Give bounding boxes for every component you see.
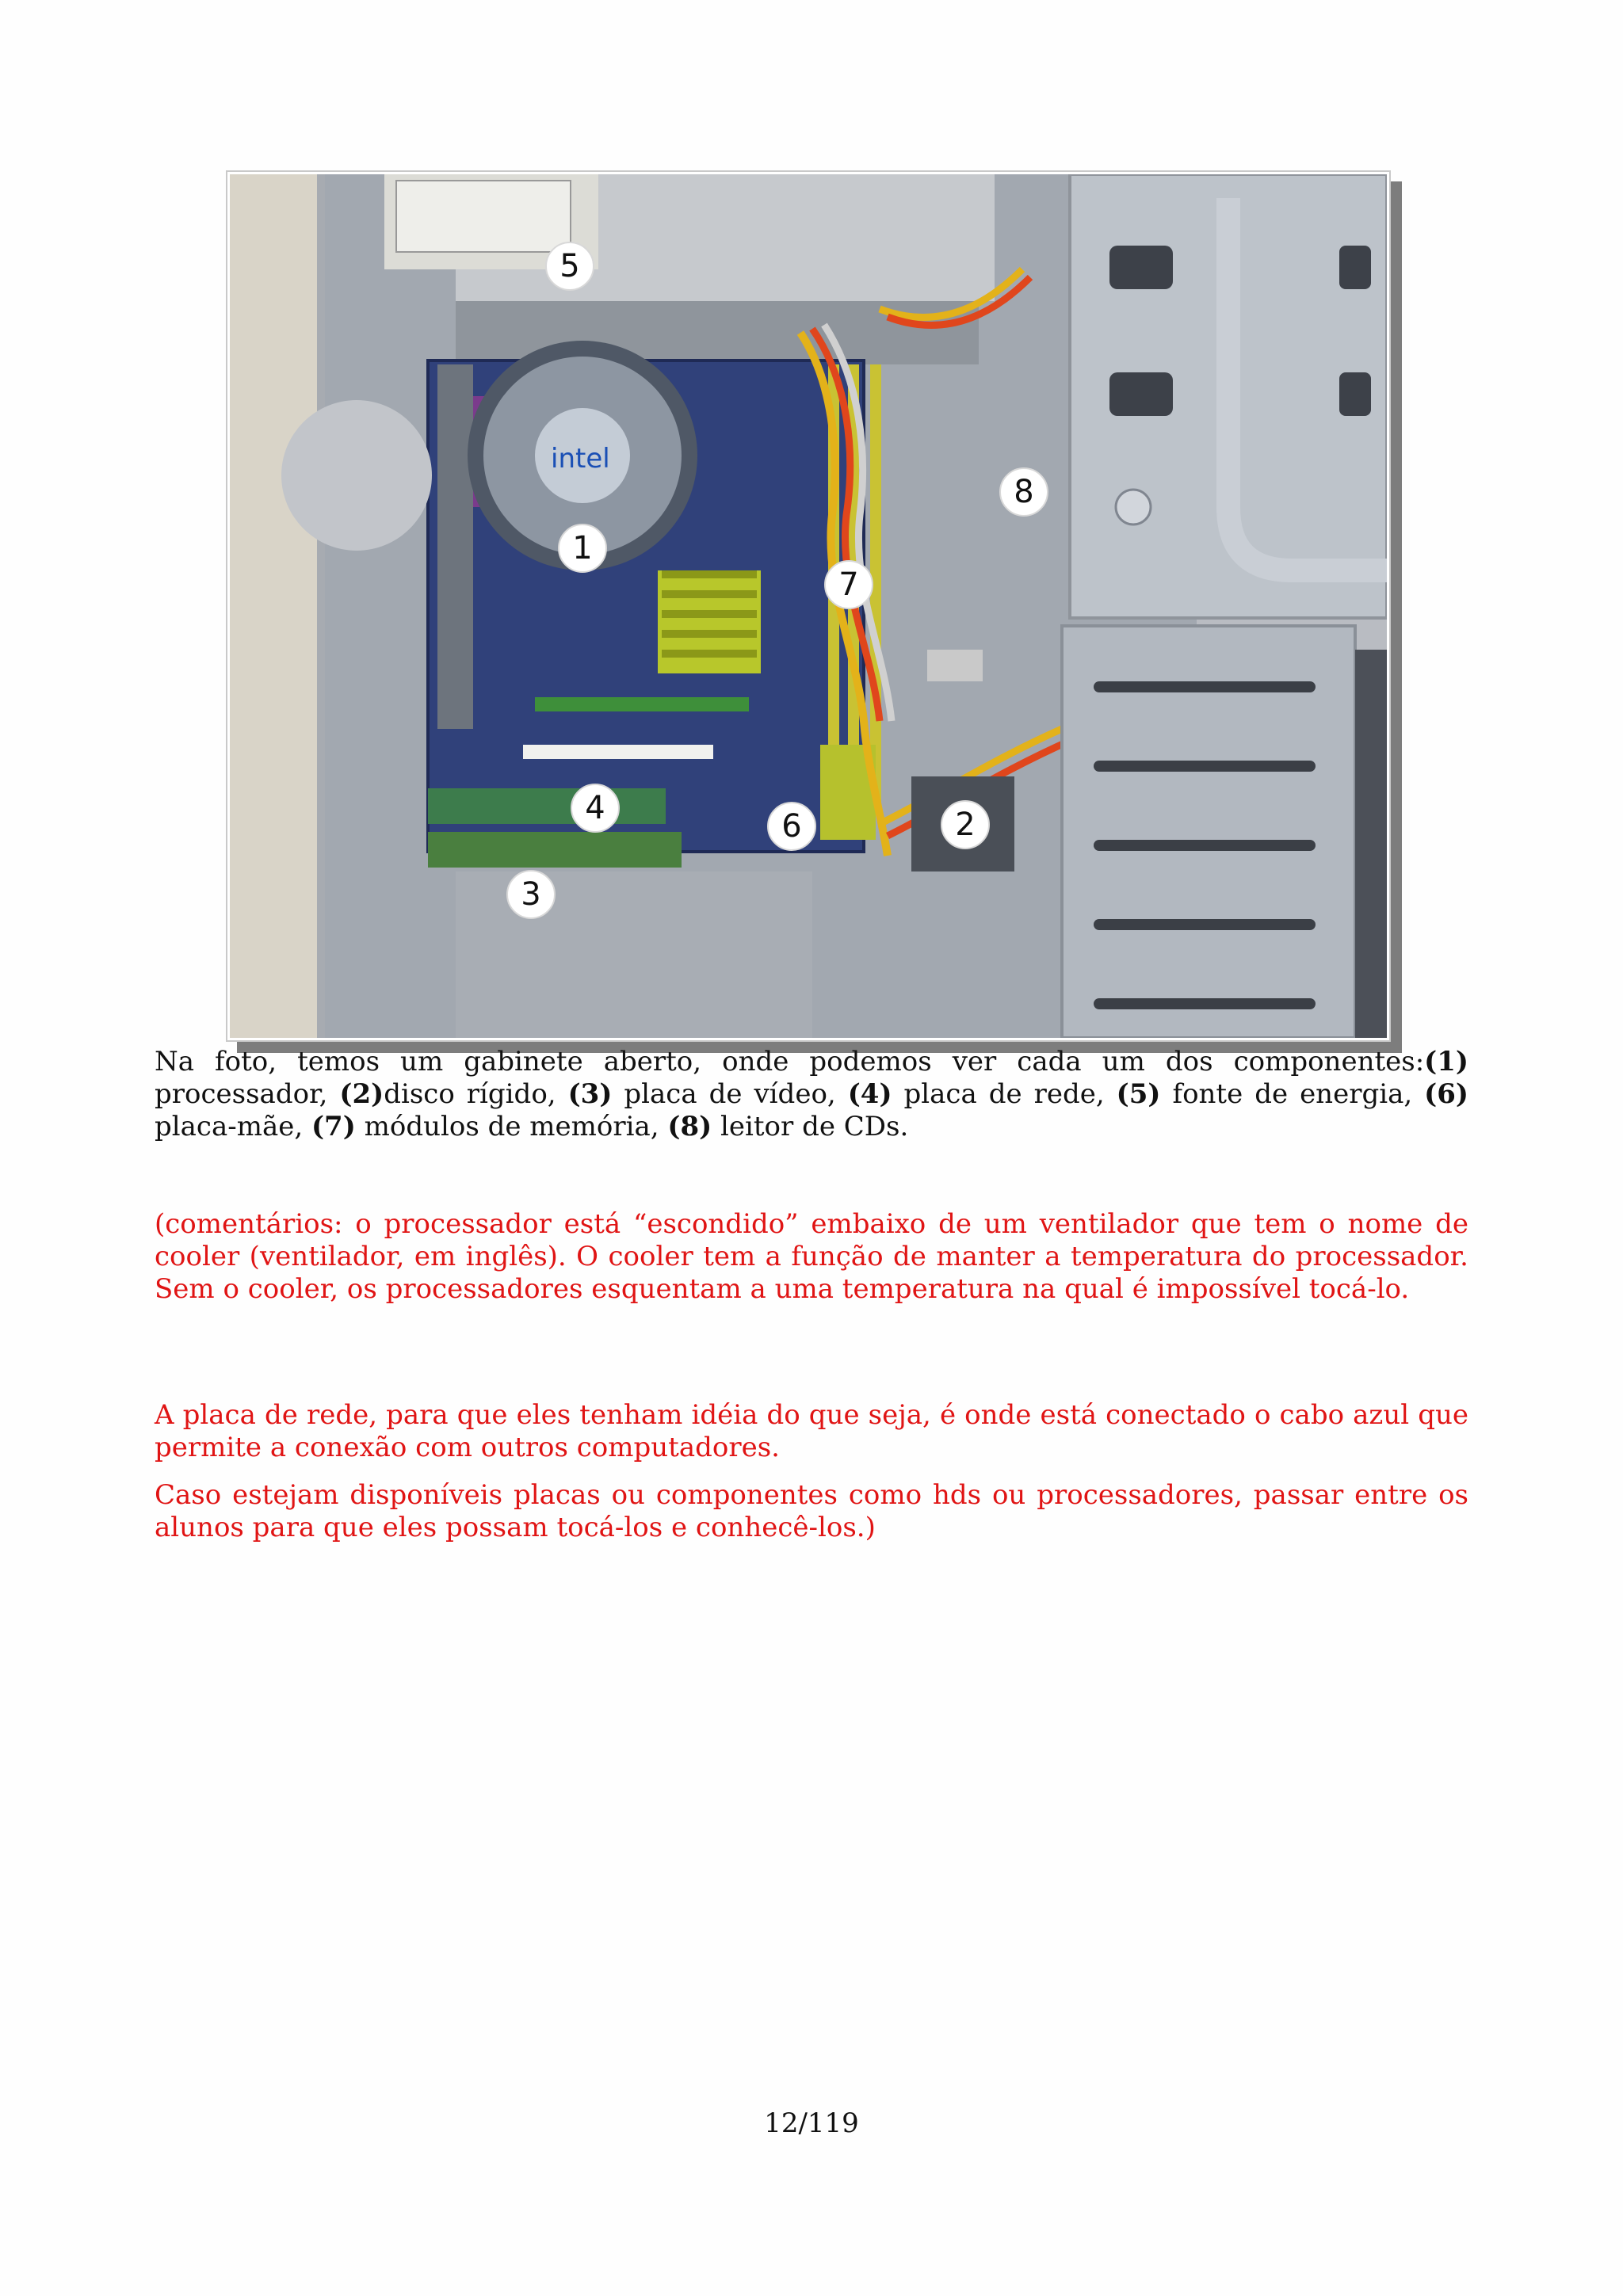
- page-number: 12/119: [764, 2107, 859, 2139]
- marker-cd-reader: 8: [999, 467, 1048, 517]
- caption-item-number: (8): [667, 1111, 712, 1142]
- teacher-note-network-card: A placa de rede, para que eles tenham idéia do que seja, é onde está conectado o cabo azul que permite a conexão com outros computadores.: [155, 1399, 1468, 1463]
- caption-item-text: placa de vídeo,: [612, 1078, 848, 1110]
- caption-item-number: (4): [847, 1078, 892, 1110]
- caption-item-number: (7): [311, 1111, 356, 1142]
- caption-item-text: placa-mãe,: [155, 1111, 311, 1142]
- marker-video-card: 3: [506, 870, 556, 919]
- open-computer-case-image: [230, 174, 1387, 1038]
- caption-item-number: (2): [339, 1078, 384, 1110]
- marker-processor: 1: [558, 524, 607, 573]
- caption-item-text: fonte de energia,: [1160, 1078, 1425, 1110]
- teacher-note-cooler: (comentários: o processador está “escondido” embaixo de um ventilador que tem o nome de cooler (ventilador, em inglês). O cooler tem a função de manter a temperatura do processador. Sem o cooler, os processadores esquentam a uma temperatura na qual é impossível tocá-lo.: [155, 1208, 1468, 1305]
- photo-caption: [155, 1046, 1468, 1143]
- marker-power-supply: 5: [545, 242, 594, 291]
- caption-item-number: (6): [1424, 1078, 1468, 1110]
- marker-memory-modules: 7: [824, 560, 873, 609]
- svg-text:intel: intel: [551, 443, 610, 475]
- marker-network-card: 4: [571, 784, 620, 833]
- teacher-note-components: Caso estejam disponíveis placas ou componentes como hds ou processadores, passar entre os alunos para que eles possam tocá-los e conhecê-los.): [155, 1479, 1468, 1543]
- caption-item-text: processador,: [155, 1078, 340, 1110]
- caption-item-text: módulos de memória,: [355, 1111, 668, 1142]
- caption-item-number: (1): [1424, 1046, 1468, 1077]
- caption-item-text: leitor de CDs.: [712, 1111, 909, 1142]
- caption-item-number: (5): [1116, 1078, 1161, 1110]
- caption-item-number: (3): [567, 1078, 613, 1110]
- caption-item-text: placa de rede,: [892, 1078, 1117, 1110]
- caption-item-text: disco rígido,: [384, 1078, 568, 1110]
- marker-hard-disk: 2: [941, 800, 990, 849]
- marker-motherboard: 6: [767, 802, 816, 851]
- computer-case-photo: [226, 170, 1391, 1042]
- caption-intro: Na foto, temos um gabinete aberto, onde podemos ver cada um dos componentes:: [155, 1046, 1425, 1077]
